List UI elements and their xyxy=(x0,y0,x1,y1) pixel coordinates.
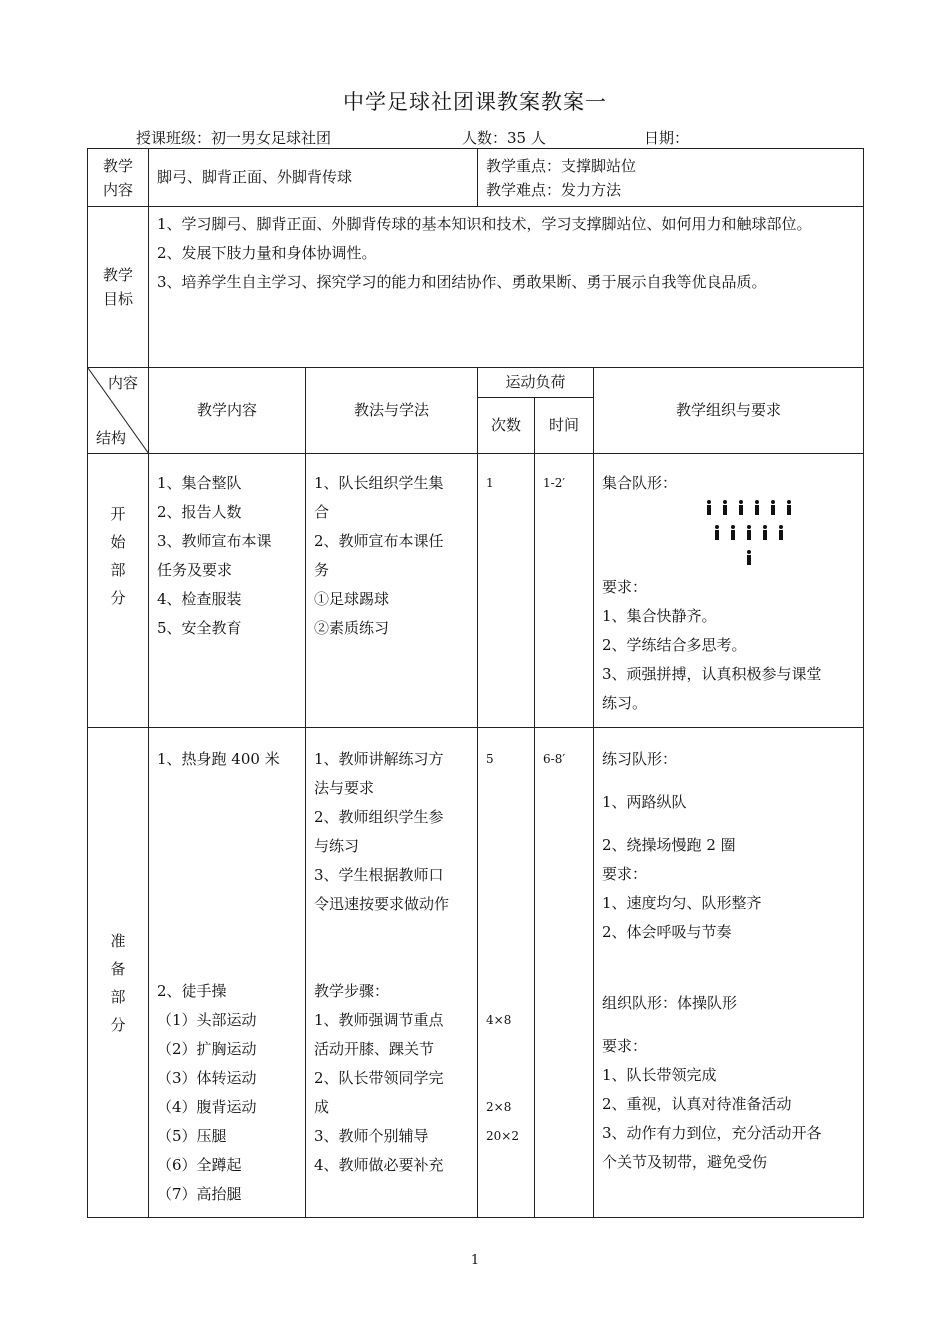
prep-duration: 6-8′ xyxy=(535,728,594,1218)
prep-req-title: 要求： xyxy=(602,865,648,883)
start-method-item: 1、队长组织学生集 xyxy=(314,474,444,492)
start-method-item: 合 xyxy=(314,503,330,521)
difficulty: 教学难点：发力方法 xyxy=(486,180,622,199)
start-section-label xyxy=(88,454,149,728)
col-times-header: 次数 xyxy=(478,398,535,454)
start-content-item: 1、集合整队 xyxy=(157,474,242,492)
prep-method-item: 1、教师讲解练习方 xyxy=(314,750,444,768)
prep-times-value: 20×2 xyxy=(486,1129,519,1143)
goals-label-text: 教学目标 xyxy=(102,266,133,308)
col-org-header: 教学组织与要求 xyxy=(594,368,864,454)
prep-times xyxy=(478,728,535,1218)
exercise-item: （5）压腿 xyxy=(157,1127,227,1145)
prep-step-item: 1、教师强调节重点 xyxy=(314,1011,444,1029)
goals-cell xyxy=(149,207,864,368)
start-org-title: 集合队形： xyxy=(602,474,678,492)
formation-row xyxy=(642,523,855,548)
formation-row xyxy=(642,548,855,573)
col-duration-header: 时间 xyxy=(535,398,594,454)
start-content-item: 任务及要求 xyxy=(157,561,233,579)
start-content-item: 2、报告人数 xyxy=(157,503,242,521)
col-load-header: 运动负荷 xyxy=(478,368,594,398)
person-icon xyxy=(745,525,753,540)
prep-label-char: 分 xyxy=(110,1015,126,1034)
start-org xyxy=(594,454,864,728)
goal-item: 1、学习脚弓、脚背正面、外脚背传球的基本知识和技术，学习支撑脚站位、如何用力和触球部位。 xyxy=(157,215,812,233)
start-content-item: 4、检查服装 xyxy=(157,590,242,608)
structure-diagonal-header xyxy=(88,368,149,454)
prep-times-value: 2×8 xyxy=(486,1100,512,1114)
col-method-header: 教法与学法 xyxy=(306,368,478,454)
prep-req2-item: 2、重视，认真对待准备活动 xyxy=(602,1095,792,1113)
prep-content-item: 1、热身跑 400 米 xyxy=(157,750,280,768)
prep-label-char: 部 xyxy=(110,987,126,1006)
start-content-item: 3、教师宣布本课 xyxy=(157,532,272,550)
start-content-item: 5、安全教育 xyxy=(157,619,242,637)
exercise-item: （7）高抬腿 xyxy=(157,1185,242,1203)
start-duration: 1-2′ xyxy=(535,454,594,728)
prep-org xyxy=(594,728,864,1218)
prep-org-line: 1、两路纵队 xyxy=(602,793,687,811)
start-times: 1 xyxy=(478,454,535,728)
prep-label-char: 准 xyxy=(110,931,126,950)
prep-req2-title: 要求： xyxy=(602,1037,648,1055)
class-label: 授课班级：初一男女足球社团 xyxy=(136,129,332,147)
prep-method-title: 教学步骤： xyxy=(314,982,390,1000)
prep-method-item: 令迅速按要求做动作 xyxy=(314,895,450,913)
topic: 脚弓、脚背正面、外脚背传球 xyxy=(157,168,353,186)
teacher-icon xyxy=(745,550,753,565)
key-point: 教学重点：支撑脚站位 xyxy=(486,156,637,175)
prep-req2-item: 3、动作有力到位，充分活动开各 xyxy=(602,1124,822,1142)
prep-req-item: 1、速度均匀、队形整齐 xyxy=(602,894,762,912)
exercise-item: （6）全蹲起 xyxy=(157,1156,242,1174)
prep-label-char: 备 xyxy=(110,959,126,978)
diag-structure-label: 结构 xyxy=(96,429,127,447)
key-points-cell xyxy=(478,149,864,207)
start-method-item: 2、教师宣布本课任 xyxy=(314,532,444,550)
exercise-item: （3）体转运动 xyxy=(157,1069,257,1087)
prep-method-item: 与练习 xyxy=(314,837,360,855)
prep-org2-title: 组织队形：体操队形 xyxy=(602,994,738,1012)
prep-step-item: 3、教师个别辅导 xyxy=(314,1127,429,1145)
page-title: 中学足球社团课教案教案一 xyxy=(343,90,607,114)
prep-times-value: 5 xyxy=(486,752,494,766)
start-section-row xyxy=(88,454,864,728)
prep-req-item: 2、体会呼吸与节奏 xyxy=(602,923,732,941)
start-method-item: 务 xyxy=(314,561,330,579)
student-count: 人数：35 人 xyxy=(462,129,546,147)
prep-step-item: 4、教师做必要补充 xyxy=(314,1156,444,1174)
header-row xyxy=(88,368,864,398)
goal-item: 2、发展下肢力量和身体协调性。 xyxy=(157,244,377,262)
prep-content xyxy=(149,728,306,1218)
prep-times-value: 4×8 xyxy=(486,1013,512,1027)
prep-step-item: 成 xyxy=(314,1098,330,1116)
content-label xyxy=(88,149,149,207)
prep-req2-item: 1、队长带领完成 xyxy=(602,1066,717,1084)
person-icon xyxy=(785,500,793,515)
prep-method-item: 3、学生根据教师口 xyxy=(314,866,444,884)
exercise-item: （4）腹背运动 xyxy=(157,1098,257,1116)
formation-row xyxy=(642,498,855,523)
person-icon xyxy=(737,500,745,515)
start-method xyxy=(306,454,478,728)
col-content-header: 教学内容 xyxy=(149,368,306,454)
prep-org-title: 练习队形： xyxy=(602,750,678,768)
topic-cell xyxy=(149,149,478,207)
content-label-text: 教学内容 xyxy=(102,156,133,199)
date-label: 日期： xyxy=(644,129,690,147)
goals-label xyxy=(88,207,149,368)
goals-row xyxy=(88,207,864,368)
prep-step-item: 活动开膝、踝关节 xyxy=(314,1040,435,1058)
start-req-item: 1、集合快静齐。 xyxy=(602,607,717,625)
person-icon xyxy=(705,500,713,515)
start-label-char: 始 xyxy=(110,532,126,551)
person-icon xyxy=(713,525,721,540)
page-number: 1 xyxy=(470,1253,480,1268)
prep-method-item: 法与要求 xyxy=(314,779,375,797)
start-content xyxy=(149,454,306,728)
person-icon xyxy=(721,500,729,515)
person-icon xyxy=(729,525,737,540)
prep-content-item: 2、徒手操 xyxy=(157,982,227,1000)
prep-req2-item: 个关节及韧带，避免受伤 xyxy=(602,1153,768,1171)
start-req-item: 2、学练结合多思考。 xyxy=(602,636,747,654)
prep-step-item: 2、队长带领同学完 xyxy=(314,1069,444,1087)
start-method-item: ①足球踢球 xyxy=(314,590,390,608)
assembly-formation xyxy=(642,498,855,573)
person-icon xyxy=(777,525,785,540)
prep-org-line: 2、绕操场慢跑 2 圈 xyxy=(602,836,736,854)
exercise-item: （1）头部运动 xyxy=(157,1011,257,1029)
start-method-item: ②素质练习 xyxy=(314,619,390,637)
content-row xyxy=(88,149,864,207)
start-label-char: 开 xyxy=(110,504,126,523)
prep-section-label xyxy=(88,728,149,1218)
start-req-item: 3、顽强拼搏，认真积极参与课堂 xyxy=(602,665,822,683)
person-icon xyxy=(769,500,777,515)
prep-method-item: 2、教师组织学生参 xyxy=(314,808,444,826)
exercise-item: （2）扩胸运动 xyxy=(157,1040,257,1058)
person-icon xyxy=(761,525,769,540)
person-icon xyxy=(753,500,761,515)
start-req-item: 练习。 xyxy=(602,694,648,712)
prep-section-row xyxy=(88,728,864,1218)
lesson-plan-table xyxy=(87,148,864,1218)
start-req-title: 要求： xyxy=(602,578,648,596)
goal-item: 3、培养学生自主学习、探究学习的能力和团结协作、勇敢果断、勇于展示自我等优良品质。 xyxy=(157,273,767,291)
diag-content-label: 内容 xyxy=(107,374,138,392)
start-label-char: 部 xyxy=(110,560,126,579)
prep-method xyxy=(306,728,478,1218)
start-label-char: 分 xyxy=(110,588,126,607)
